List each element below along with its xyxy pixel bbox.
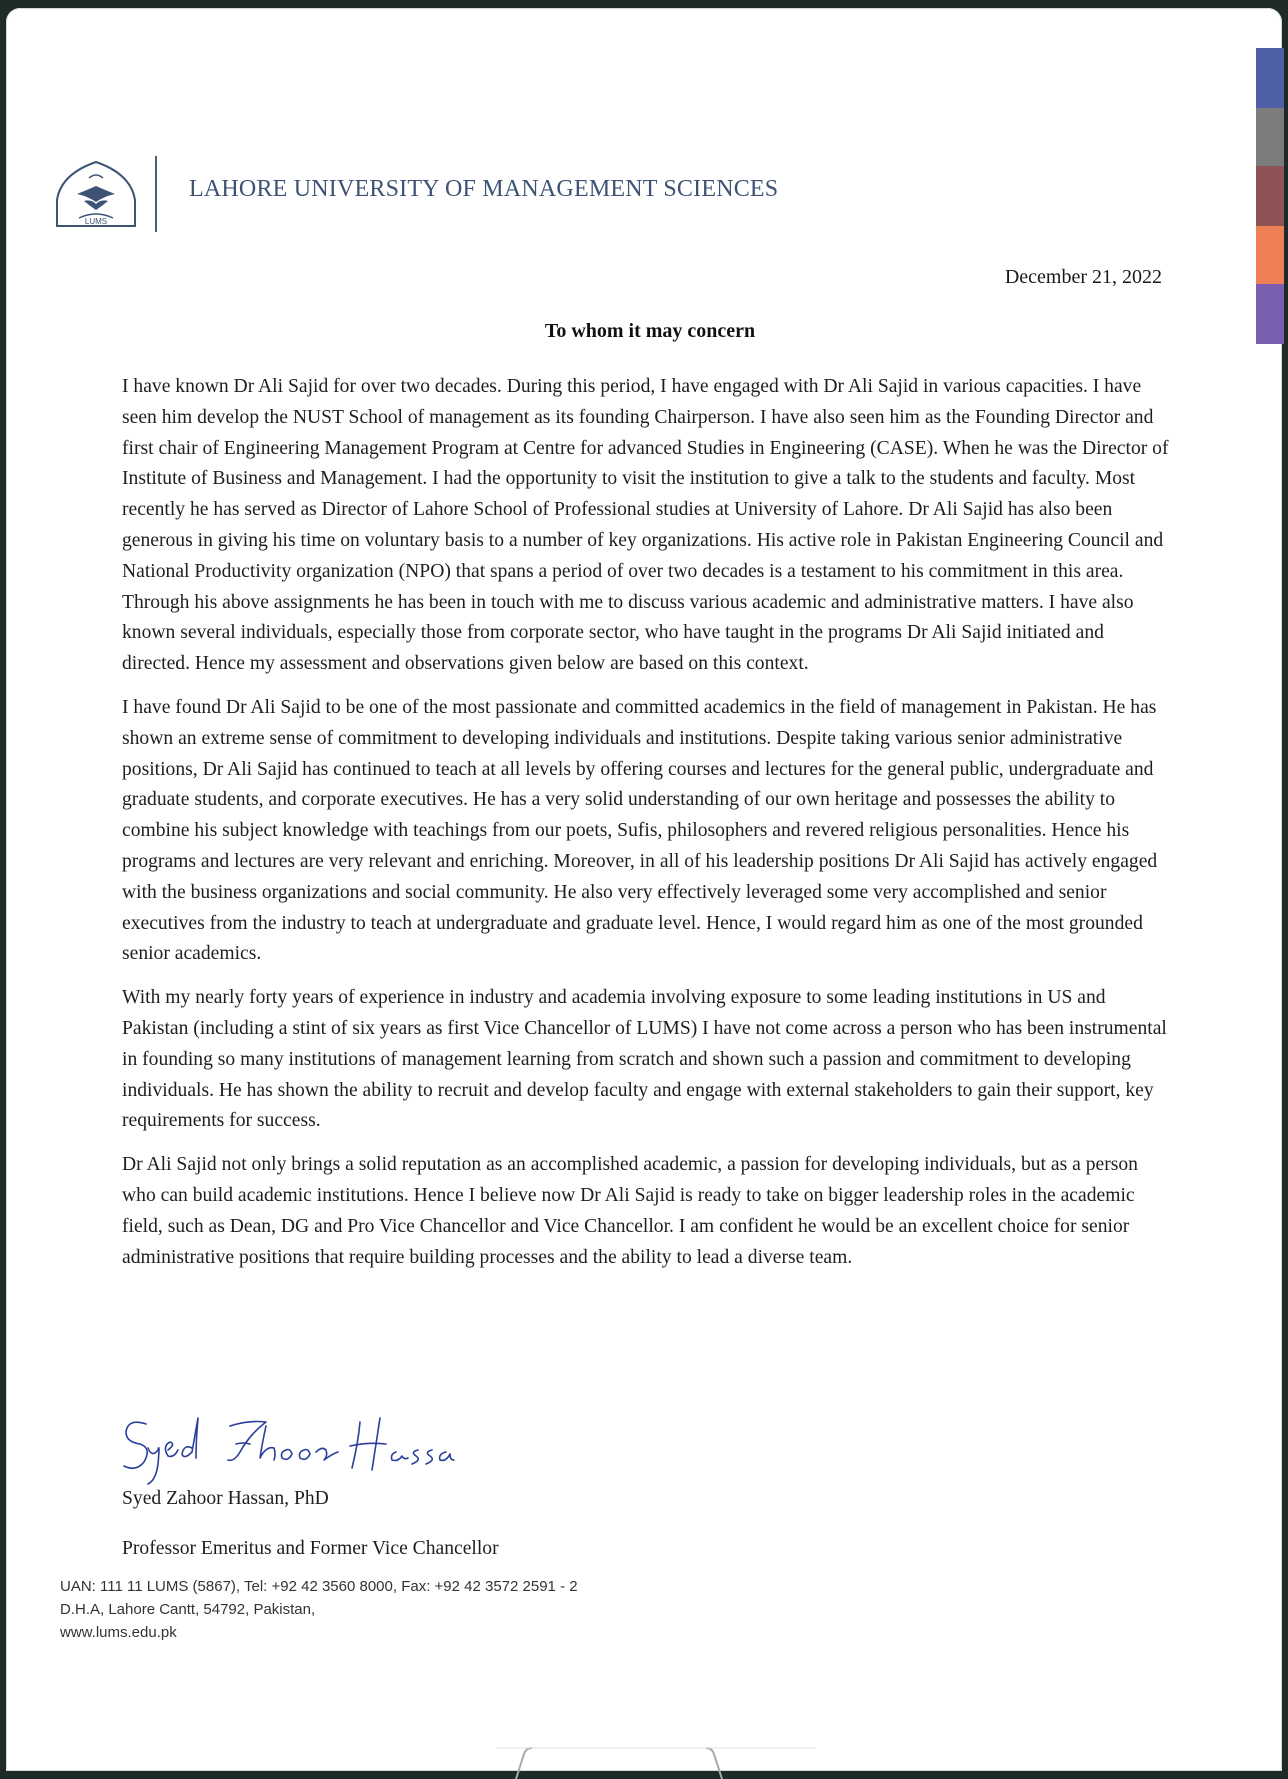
contact-footer	[60, 1575, 578, 1644]
letter-paragraph: With my nearly forty years of experience in industry and academia involving exposure to some leading institutions in US and Pakistan (including a stint of six years as first Vice Chancellor of LUMS) I have not come across a person who has been instrumental in founding so many institutions of management learning from scratch and shown such a passion and commitment to developing individuals. He has shown the ability to recruit and develop faculty and engage with external stakeholders to gain their support, key requirements for success.	[122, 987, 1167, 1132]
scan-color-strip-blue	[1256, 48, 1284, 108]
letter-page	[6, 8, 1282, 1771]
svg-text:LUMS: LUMS	[84, 217, 108, 226]
university-name: LAHORE UNIVERSITY OF MANAGEMENT SCIENCES	[189, 176, 779, 202]
signer-name: Syed Zahoor Hassan, PhD	[122, 1488, 329, 1509]
scan-color-strip-orange	[1256, 226, 1284, 284]
scan-color-strip-gray	[1256, 108, 1284, 166]
footer-address-line: D.H.A, Lahore Cantt, 54792, Pakistan,	[60, 1601, 316, 1618]
letter-paragraph: Dr Ali Sajid not only brings a solid reputation as an accomplished academic, a passion for developing individuals, but as a person who can build academic institutions. Hence I believe now Dr Ali Sajid is ready to take on bigger leadership roles in the academic field, such as Dean, DG and Pro Vice Chancellor and Vice Chancellor. I am confident he would be an excellent choice for senior administrative positions that require building processes and the ability to lead a diverse team.	[122, 1154, 1138, 1268]
signer-title: Professor Emeritus and Former Vice Chancellor	[122, 1538, 499, 1559]
lums-logo-icon	[51, 156, 141, 234]
letter-salutation: To whom it may concern	[544, 320, 756, 342]
footer-contact-line: UAN: 111 11 LUMS (5867), Tel: +92 42 3560 8000, Fax: +92 42 3572 2591 - 2	[60, 1578, 578, 1595]
header-divider	[155, 156, 157, 232]
letter-paragraph: I have known Dr Ali Sajid for over two decades. During this period, I have engaged with Dr Ali Sajid in various capacities. I have seen him develop the NUST School of management as its founding Chairperson. I have also seen him as the Founding Director and first chair of Engineering Management Program at Centre for advanced Studies in Engineering (CASE). When he was the Director of Institute of Business and Management. I had the opportunity to visit the institution to give a talk to the students and faculty. Most recently he has served as Director of Lahore School of Professional studies at University of Lahore. Dr Ali Sajid has also been generous in giving his time on voluntary basis to a number of key organizations. His active role in Pakistan Engineering Council and National Productivity organization (NPO) that spans a period of over two decades is a testament to his commitment in this area. Through his above assignments he has been in touch with me to discuss various academic and administrative matters. I have also known several individuals, especially those from corporate sector, who have taught in the programs Dr Ali Sajid initiated and directed. Hence my assessment and observations given below are based on this context.	[122, 376, 1169, 675]
letter-paragraph: I have found Dr Ali Sajid to be one of the most passionate and committed academics in the field of management in Pakistan. He has shown an extreme sense of commitment to developing individuals and institutions. Despite taking various senior administrative positions, Dr Ali Sajid has continued to teach at all levels by offering courses and lectures for the general public, undergraduate and graduate students, and corporate executives. He has a very solid understanding of our own heritage and possesses the ability to combine his subject knowledge with teachings from our poets, Sufis, philosophers and revered religious personalities. Hence his programs and lectures are very relevant and enriching. Moreover, in all of his leadership positions Dr Ali Sajid has actively engaged with the business organizations and social community. He also very effectively leveraged some very accomplished and senior executives from the industry to teach at undergraduate and graduate level. Hence, I would regard him as one of the most grounded senior academics.	[122, 696, 1158, 965]
footer-website-line: www.lums.edu.pk	[60, 1624, 177, 1641]
letter-date: December 21, 2022	[1004, 266, 1162, 288]
scan-color-strip-maroon	[1256, 166, 1284, 226]
scanner-stand	[496, 1746, 816, 1779]
letter-body	[122, 372, 1174, 1286]
handwritten-signature	[118, 1404, 458, 1488]
